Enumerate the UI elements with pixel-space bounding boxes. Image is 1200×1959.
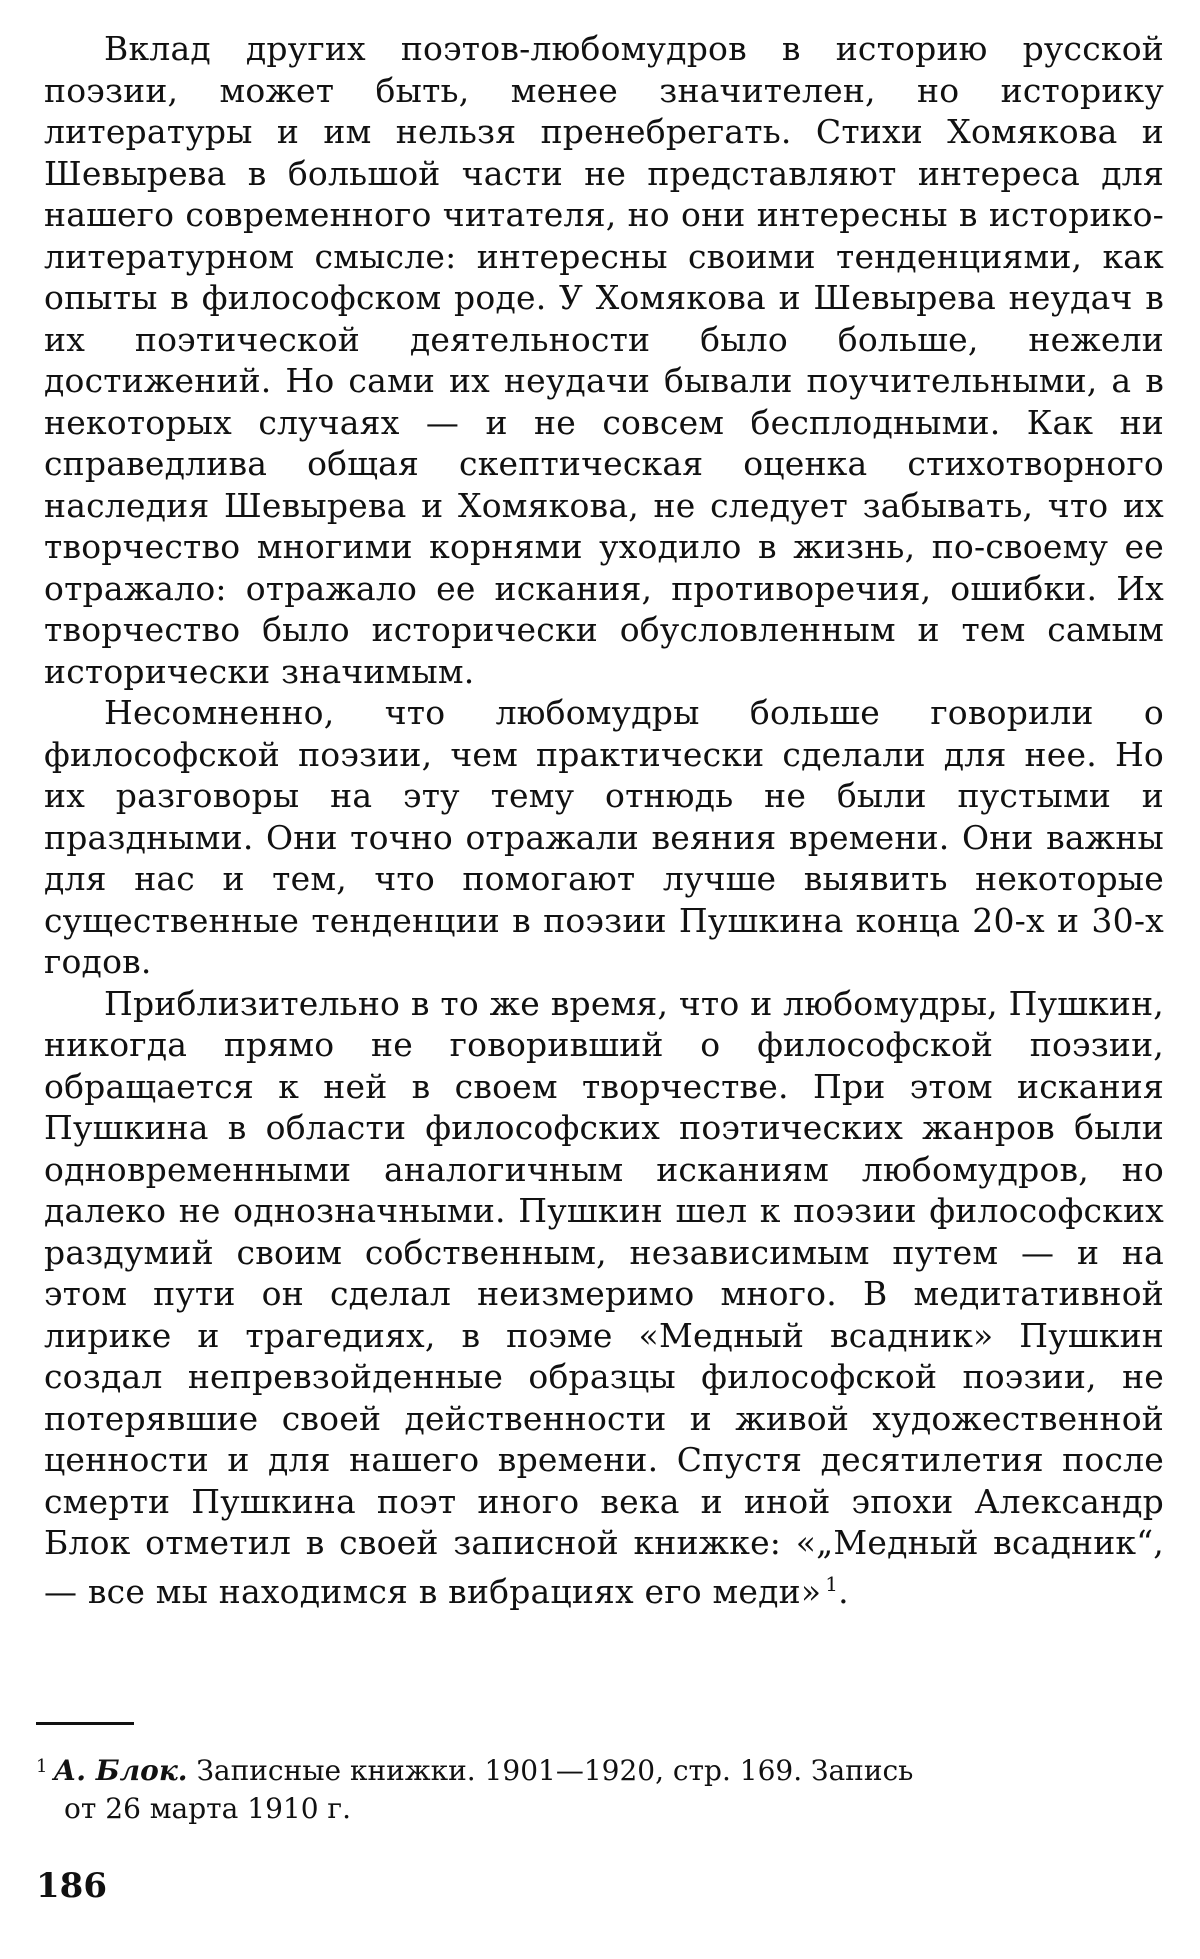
paragraph-1: Вклад других поэтов-любомудров в историю русской поэзии, может быть, менее значителен, но историку литературы и им нельзя пренебрегать. Стихи Хомякова и Шевырева в большой части не представляют интереса для нашего современного читателя, но они интересны в историко-литературном смысле: интересны своими тенденциями, как опыты в философском роде. У Хомякова и Шевырева неудач в их поэтической деятельности было больше, нежели достижений. Но сами их неудачи бывали поучительными, а в некоторых случаях — и не совсем бесплодными. Как ни справедлива общая скептическая оценка стихотворного наследия Шевырева и Хомякова, не следует забывать, что их творчество многими корнями уходило в жизнь, по-своему ее отражало: отражало ее искания, противоречия, ошибки. Их творчество было исторически обусловленным и тем самым исторически значимым. — [44, 29, 1164, 691]
footnote-reference: 1 — [825, 1571, 839, 1596]
footnote-divider — [36, 1722, 134, 1725]
footnote-text-line1: Записные книжки. 1901—1920, стр. 169. Запись — [196, 1754, 914, 1787]
paragraph-3-text: Приблизительно в то же время, что и любомудры, Пушкин, никогда прямо не говоривший о философской поэзии, обращается к ней в своем творчестве. При этом искания Пушкина в области философских поэтических жанров были одновременными аналогичным исканиям любомудров, но далеко не однозначными. Пушкин шел к поэзии философских раздумий своим собственным, независимым путем — и на этом пути он сделал неизмеримо много. В медитативной лирике и трагедиях, в поэме «Медный всадник» Пушкин создал непревзойденные образцы философской поэзии, не потерявшие своей действенности и живой художественной ценности и для нашего времени. Спустя десятилетия после смерти Пушкина поэт иного века и иной эпохи Александр Блок отметил в своей записной книжке: «„Медный всадник“, — все мы находимся в вибрациях его меди» — [44, 983, 1164, 1611]
footnote-text-line2: от 26 марта 1910 г. — [64, 1792, 351, 1825]
footnote-author: А. Блок. — [53, 1754, 188, 1787]
footnote-number: 1 — [36, 1756, 48, 1777]
page-body — [44, 28, 1164, 1612]
paragraph-2: Несомненно, что любомудры больше говорили о философской поэзии, чем практически сделали для нее. Но их разговоры на эту тему отнюдь не были пустыми и праздными. Они точно отражали веяния времени. Они важны для нас и тем, что помогают лучше выявить некоторые существенные тенденции в поэзии Пушкина конца 20-х и 30-х годов. — [44, 693, 1164, 981]
footnote — [36, 1748, 1164, 1828]
paragraph-3: Приблизительно в то же время, что и любомудры, Пушкин, никогда прямо не говоривший о философской поэзии, обращается к ней в своем творчестве. При этом искания Пушкина в области философских поэтических жанров были одновременными аналогичным исканиям любомудров, но далеко не однозначными. Пушкин шел к поэзии философских раздумий своим собственным, независимым путем — и на этом пути он сделал неизмеримо много. В медитативной лирике и трагедиях, в поэме «Медный всадник» Пушкин создал непревзойденные образцы философской поэзии, не потерявшие своей действенности и живой художественной ценности и для нашего времени. Спустя десятилетия после смерти Пушкина поэт иного века и иной эпохи Александр Блок отметил в своей записной книжке: «„Медный всадник“, — все мы находимся в вибрациях его меди» $^1$. — [44, 983, 1164, 1611]
page-number: 186 — [36, 1866, 107, 1906]
